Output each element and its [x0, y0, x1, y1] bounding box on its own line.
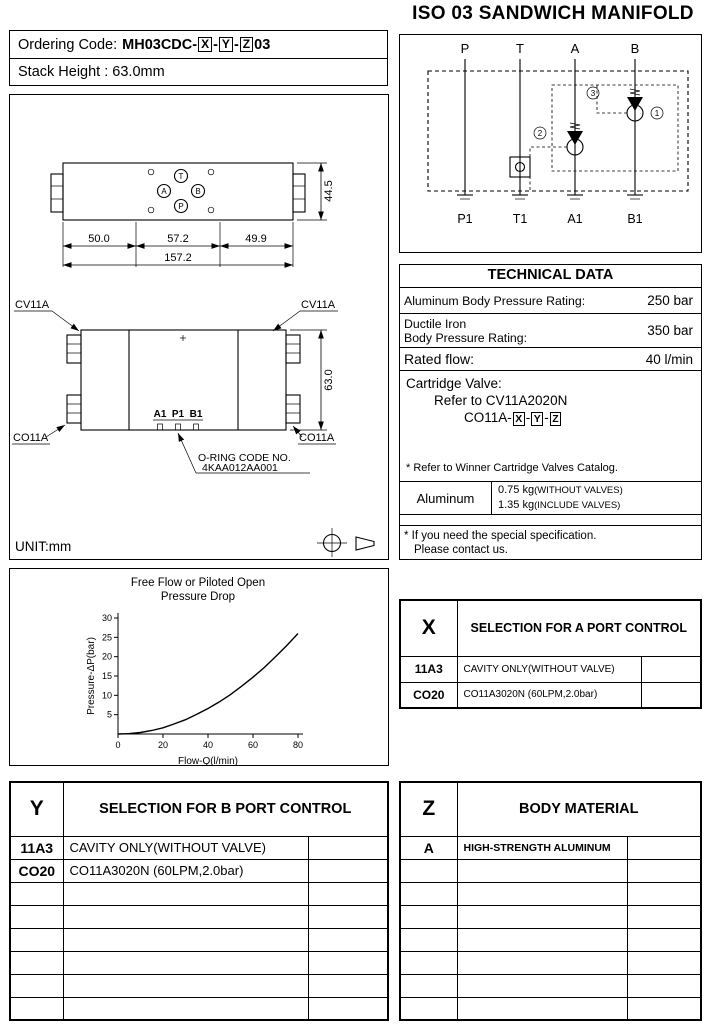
- x-row-tail: [641, 656, 701, 682]
- oring-callout: [178, 433, 310, 474]
- svg-text:20: 20: [101, 651, 112, 662]
- special-note-line2: Please contact us.: [414, 544, 508, 556]
- chart-title-line1: Free Flow or Piloted Open: [130, 577, 266, 589]
- svg-text:40: 40: [202, 740, 214, 750]
- weight-row-1: [498, 483, 701, 498]
- special-note-line1: * If you need the special specification.: [404, 530, 597, 542]
- empty-row: [10, 997, 388, 1020]
- empty-row: [400, 974, 701, 997]
- empty-row: [10, 882, 388, 905]
- weight-note-2: (INCLUDE VALVES): [534, 500, 621, 511]
- empty-row: [10, 951, 388, 974]
- ordering-sep-2: -: [233, 36, 239, 53]
- cartridge-box-z: Z: [550, 412, 561, 426]
- stack-height-label: Stack Height : 63.0mm: [18, 64, 165, 80]
- x-key: X: [400, 600, 457, 656]
- ductile-iron-pressure-value: 350 bar: [647, 323, 693, 338]
- cv11a-label-left: CV11A: [15, 299, 50, 311]
- top-view-drawing: [51, 163, 305, 220]
- svg-text:0: 0: [115, 740, 121, 750]
- port-label-t: T: [516, 41, 524, 56]
- dimension-drawings-box: [9, 94, 389, 560]
- ductile-iron-line2: Body Pressure Rating:: [404, 330, 528, 345]
- callout-1: 1: [654, 109, 660, 118]
- aluminum-pressure-value: 250 bar: [647, 293, 693, 308]
- top-view-dimensions: [63, 163, 335, 267]
- ductile-iron-line1: Ductile Iron: [404, 316, 467, 331]
- empty-row: [400, 905, 701, 928]
- projection-symbol: [317, 528, 374, 557]
- x-header: SELECTION FOR A PORT CONTROL: [457, 600, 701, 656]
- hydraulic-schematic-box: [399, 34, 702, 253]
- ordering-code-box-z: Z: [240, 37, 253, 53]
- weight-note-1: (WITHOUT VALVES): [534, 485, 623, 496]
- empty-row: [10, 974, 388, 997]
- cv11a-label-right: CV11A: [301, 299, 336, 311]
- empty-row: [400, 997, 701, 1020]
- y-row-code: CO20: [10, 859, 63, 882]
- z-header: BODY MATERIAL: [457, 782, 701, 836]
- x-table-header: [400, 600, 701, 656]
- aluminum-pressure-row: [400, 288, 701, 314]
- ordering-code-value: [122, 37, 270, 53]
- schematic-port-lines: [461, 41, 640, 195]
- co11a-label-left: CO11A: [13, 432, 49, 444]
- ordering-code-box-y: Y: [219, 37, 233, 53]
- empty-row: [10, 928, 388, 951]
- ordering-sep-1: -: [213, 36, 218, 53]
- port-label-p1: P1: [457, 212, 473, 226]
- x-row-tail: [641, 682, 701, 708]
- x-row-desc: CO11A3020N (60LPM,2.0bar): [457, 682, 641, 708]
- ordering-code-label: Ordering Code:: [18, 36, 118, 53]
- z-body-material-table: [399, 781, 702, 1021]
- svg-text:60: 60: [247, 740, 259, 750]
- ordering-code-box-x: X: [198, 37, 212, 53]
- rated-flow-row: [400, 348, 701, 371]
- svg-text:5: 5: [106, 709, 112, 720]
- stack-height-box: [9, 58, 388, 86]
- technical-data-spacer: [400, 515, 701, 525]
- cartridge-box-x: X: [513, 412, 525, 426]
- cartridge-sep-1: -: [525, 410, 531, 425]
- y-row-code: 11A3: [10, 836, 63, 859]
- svg-text:30: 30: [101, 613, 112, 623]
- ductile-iron-pressure-label: [404, 317, 527, 345]
- port-label-a: A: [570, 41, 580, 56]
- technical-data-box: [399, 264, 702, 560]
- cartridge-valve-line1: Cartridge Valve:: [406, 376, 502, 391]
- svg-text:80: 80: [292, 740, 304, 750]
- port-label-t1: T1: [512, 212, 528, 226]
- table-row: [400, 836, 701, 859]
- empty-row: [400, 882, 701, 905]
- y-row-tail: [308, 859, 388, 882]
- table-row: [400, 682, 701, 708]
- table-row: [10, 836, 388, 859]
- weight-material: Aluminum: [400, 482, 492, 514]
- port-label-b1: B1: [627, 212, 643, 226]
- port-face-b: B: [195, 187, 201, 196]
- cartridge-valve-line3: [406, 409, 697, 426]
- catalog-note: * Refer to Winner Cartridge Valves Catalog.: [406, 462, 618, 474]
- cartridge-code-prefix: CO11A-: [464, 410, 512, 425]
- y-row-desc: CO11A3020N (60LPM,2.0bar): [63, 859, 308, 882]
- port-label-p1-front: P1: [171, 409, 185, 420]
- callout-3: 3: [590, 89, 596, 98]
- y-header: SELECTION FOR B PORT CONTROL: [63, 782, 388, 836]
- chart-ylabel: Pressure-ΔP(bar): [86, 637, 97, 715]
- page-title: ISO 03 SANDWICH MANIFOLD: [412, 3, 694, 24]
- port-face-a: A: [161, 187, 167, 196]
- port-face-p: P: [178, 202, 184, 211]
- table-row: [400, 656, 701, 682]
- co11a-label-right: CO11A: [299, 432, 335, 444]
- schematic-bottom-ports: [457, 195, 643, 226]
- y-table-header: [10, 782, 388, 836]
- weight-table: [400, 481, 701, 515]
- cartridge-valve-section: [400, 371, 701, 481]
- technical-data-title: TECHNICAL DATA: [400, 265, 701, 288]
- y-selection-table: [9, 781, 389, 1021]
- front-view-dimensions: [290, 330, 335, 430]
- cartridge-valve-line2: Refer to CV11A2020N: [434, 393, 568, 408]
- ordering-code-prefix: MH03CDC-: [122, 36, 198, 53]
- svg-text:10: 10: [101, 690, 112, 701]
- front-view-drawing: [67, 330, 300, 430]
- x-row-code: 11A3: [400, 656, 457, 682]
- oring-code-line1: O-RING CODE NO.: [198, 452, 291, 464]
- y-key: Y: [10, 782, 63, 836]
- svg-text:20: 20: [157, 740, 169, 750]
- empty-row: [400, 951, 701, 974]
- y-row-desc: CAVITY ONLY(WITHOUT VALVE): [63, 836, 308, 859]
- x-row-desc: CAVITY ONLY(WITHOUT VALVE): [457, 656, 641, 682]
- weight-value-2: 1.35 kg: [498, 499, 535, 511]
- empty-row: [400, 928, 701, 951]
- y-row-tail: [308, 836, 388, 859]
- dim-total-157-2: 157.2: [164, 252, 192, 264]
- x-row-code: CO20: [400, 682, 457, 708]
- chart-title-line2: Pressure Drop: [160, 591, 236, 603]
- port-label-b1-front: B1: [189, 409, 203, 420]
- cartridge-sep-2: -: [544, 410, 549, 425]
- chart-xlabel: Flow-Q(l/min): [178, 756, 238, 767]
- ordering-code-suffix: 03: [254, 36, 271, 53]
- cavity-labels: [12, 299, 338, 444]
- dim-seg-57-2: 57.2: [167, 233, 189, 245]
- weight-row-2: [498, 498, 701, 513]
- z-row-code: A: [400, 836, 457, 859]
- aluminum-pressure-label: Aluminum Body Pressure Rating:: [404, 293, 586, 308]
- cartridge-box-y: Y: [531, 412, 543, 426]
- schematic-manifold-boundary: [428, 71, 688, 191]
- dim-seg-50: 50.0: [88, 233, 110, 245]
- dim-seg-49-9: 49.9: [245, 233, 267, 245]
- port-label-b: B: [630, 41, 640, 56]
- dim-height-44-5: 44.5: [323, 180, 335, 202]
- table-row: [10, 859, 388, 882]
- pressure-drop-chart-box: [9, 568, 389, 766]
- dimension-drawings: [10, 95, 387, 557]
- ductile-iron-pressure-row: [400, 314, 701, 348]
- chart-title: [48, 569, 348, 604]
- callout-2: 2: [537, 129, 543, 138]
- z-row-tail: [627, 836, 701, 859]
- unit-note: UNIT:mm: [15, 539, 72, 554]
- x-selection-table: [399, 599, 702, 709]
- port-label-a1: A1: [567, 212, 583, 226]
- port-label-p: P: [460, 41, 470, 56]
- empty-row: [10, 905, 388, 928]
- hydraulic-schematic: [400, 35, 700, 251]
- z-row-desc: HIGH-STRENGTH ALUMINUM: [457, 836, 627, 859]
- weight-value-1: 0.75 kg: [498, 484, 535, 496]
- ordering-code-box: [9, 30, 388, 59]
- z-key: Z: [400, 782, 457, 836]
- weight-values: [492, 482, 701, 514]
- svg-text:15: 15: [101, 671, 112, 681]
- special-note: [400, 525, 701, 559]
- rated-flow-label: Rated flow:: [404, 351, 475, 367]
- rated-flow-value: 40 l/min: [645, 351, 693, 367]
- port-face-t: T: [178, 172, 184, 181]
- dim-height-63: 63.0: [323, 369, 335, 391]
- port-label-a1-front: A1: [153, 409, 167, 420]
- empty-row: [400, 859, 701, 882]
- oring-code-line2: 4KAA012AA001: [202, 462, 278, 474]
- chart-plot: [10, 604, 387, 768]
- z-table-header: [400, 782, 701, 836]
- svg-text:25: 25: [101, 632, 112, 643]
